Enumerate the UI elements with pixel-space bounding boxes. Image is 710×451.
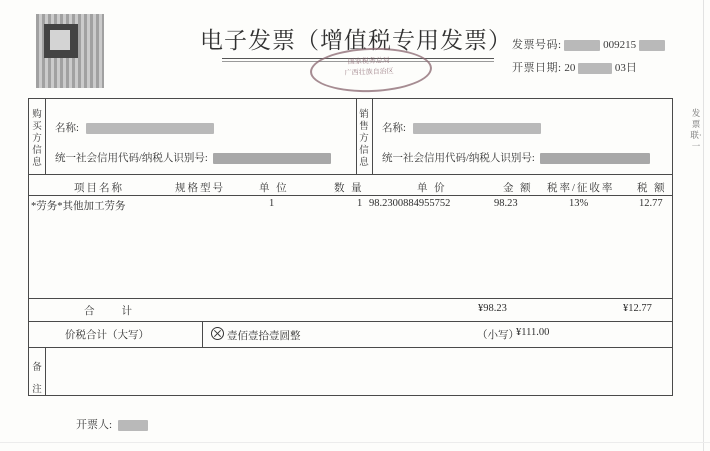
- column-header-unit: 单 位: [259, 183, 289, 194]
- invoice-date-suffix: 03日: [614, 62, 637, 74]
- qr-code-finder-pattern-inner: [50, 30, 70, 50]
- table-rule-items-bottom: [29, 298, 672, 299]
- drawer-name-redaction: [118, 420, 148, 431]
- seller-section-label: 销 售 方 信 息: [359, 110, 369, 168]
- grand-total-words-wrap: [211, 327, 301, 343]
- row-tax: 12.77: [639, 198, 663, 209]
- paper-edge-right: [703, 0, 704, 451]
- invoice-date-label: 开票日期:: [512, 62, 562, 74]
- row-item-name: *劳务*其他加工劳务: [31, 201, 126, 212]
- buyer-taxid-redaction: [213, 153, 331, 164]
- seller-name-label: 名称:: [382, 123, 406, 134]
- seller-taxid-field: [382, 150, 650, 165]
- invoice-number-redaction-2: [639, 40, 665, 51]
- total-amount: ¥98.23: [478, 303, 507, 314]
- table-rule-columns-bottom: [29, 195, 672, 196]
- column-header-item: 项目名称: [74, 183, 124, 194]
- table-rule-total-bottom: [29, 321, 672, 322]
- seller-taxid-label: 统一社会信用代码/纳税人识别号:: [382, 153, 535, 164]
- invoice-date-prefix: 20: [564, 62, 576, 74]
- invoice-number-label: 发票号码:: [512, 39, 562, 51]
- total-label: 合 计: [84, 306, 134, 317]
- paper-edge-bottom: [0, 442, 710, 443]
- grand-total-digits: ¥111.00: [516, 327, 550, 338]
- qr-code-icon: [36, 14, 104, 88]
- seller-name-field: [382, 120, 541, 135]
- column-header-amount: 金 额: [503, 183, 533, 194]
- buyer-taxid-label: 统一社会信用代码/纳税人识别号:: [55, 153, 208, 164]
- remark-label-char-2: 注: [32, 385, 42, 395]
- remark-label-divider: [45, 347, 46, 396]
- invoice-number-redaction: [564, 40, 600, 51]
- invoice-number-field: [512, 36, 665, 52]
- row-amount: 98.23: [494, 198, 518, 209]
- buyer-section-label: 购 买 方 信 息: [32, 110, 42, 168]
- invoice-number-value: 009215: [603, 39, 637, 51]
- grandtotal-words-divider: [202, 321, 203, 347]
- buyer-label-divider: [45, 99, 46, 174]
- remark-label: [30, 357, 44, 401]
- drawer-label: 开票人:: [76, 419, 113, 431]
- column-header-spec: 规格型号: [175, 183, 225, 194]
- grand-total-words: 壹佰壹拾壹圆整: [227, 331, 301, 342]
- seller-label-divider: [372, 99, 373, 174]
- grand-total-label: 价税合计（大写）: [65, 330, 149, 341]
- drawer-field: [76, 416, 148, 432]
- column-header-price: 单 价: [417, 183, 447, 194]
- buyer-name-redaction: [86, 123, 214, 134]
- buyer-name-field: [55, 120, 214, 135]
- column-header-tax: 税 额: [637, 183, 667, 194]
- remark-label-char-1: 备: [32, 363, 42, 373]
- row-tax-rate: 13%: [569, 198, 589, 209]
- seller-name-redaction: [413, 123, 541, 134]
- table-rule-parties-bottom: [29, 174, 672, 175]
- row-unit: 1: [269, 198, 275, 209]
- grand-total-digits-label: （小写）: [477, 330, 519, 341]
- page-title: 电子发票（增值税专用发票）: [200, 28, 512, 54]
- column-header-qty: 数 量: [334, 183, 364, 194]
- invoice-date-redaction: [578, 63, 612, 74]
- buyer-name-label: 名称:: [55, 123, 79, 134]
- invoice-copy-note: 发票联·一: [690, 108, 702, 151]
- invoice-date-field: [512, 59, 637, 75]
- total-tax: ¥12.77: [623, 303, 652, 314]
- table-rule-grandtotal-bottom: [29, 347, 672, 348]
- buyer-taxid-field: [55, 150, 331, 165]
- column-header-taxrate: 税率/征收率: [547, 183, 615, 194]
- official-seal-label: 国家税务总局 广西壮族自治区: [344, 56, 394, 77]
- row-qty: 1: [357, 198, 363, 209]
- row-price: 98.2300884955752: [369, 198, 451, 209]
- invoice-table: [28, 98, 673, 396]
- crossed-circle-icon: [211, 327, 224, 340]
- seller-taxid-redaction: [540, 153, 650, 164]
